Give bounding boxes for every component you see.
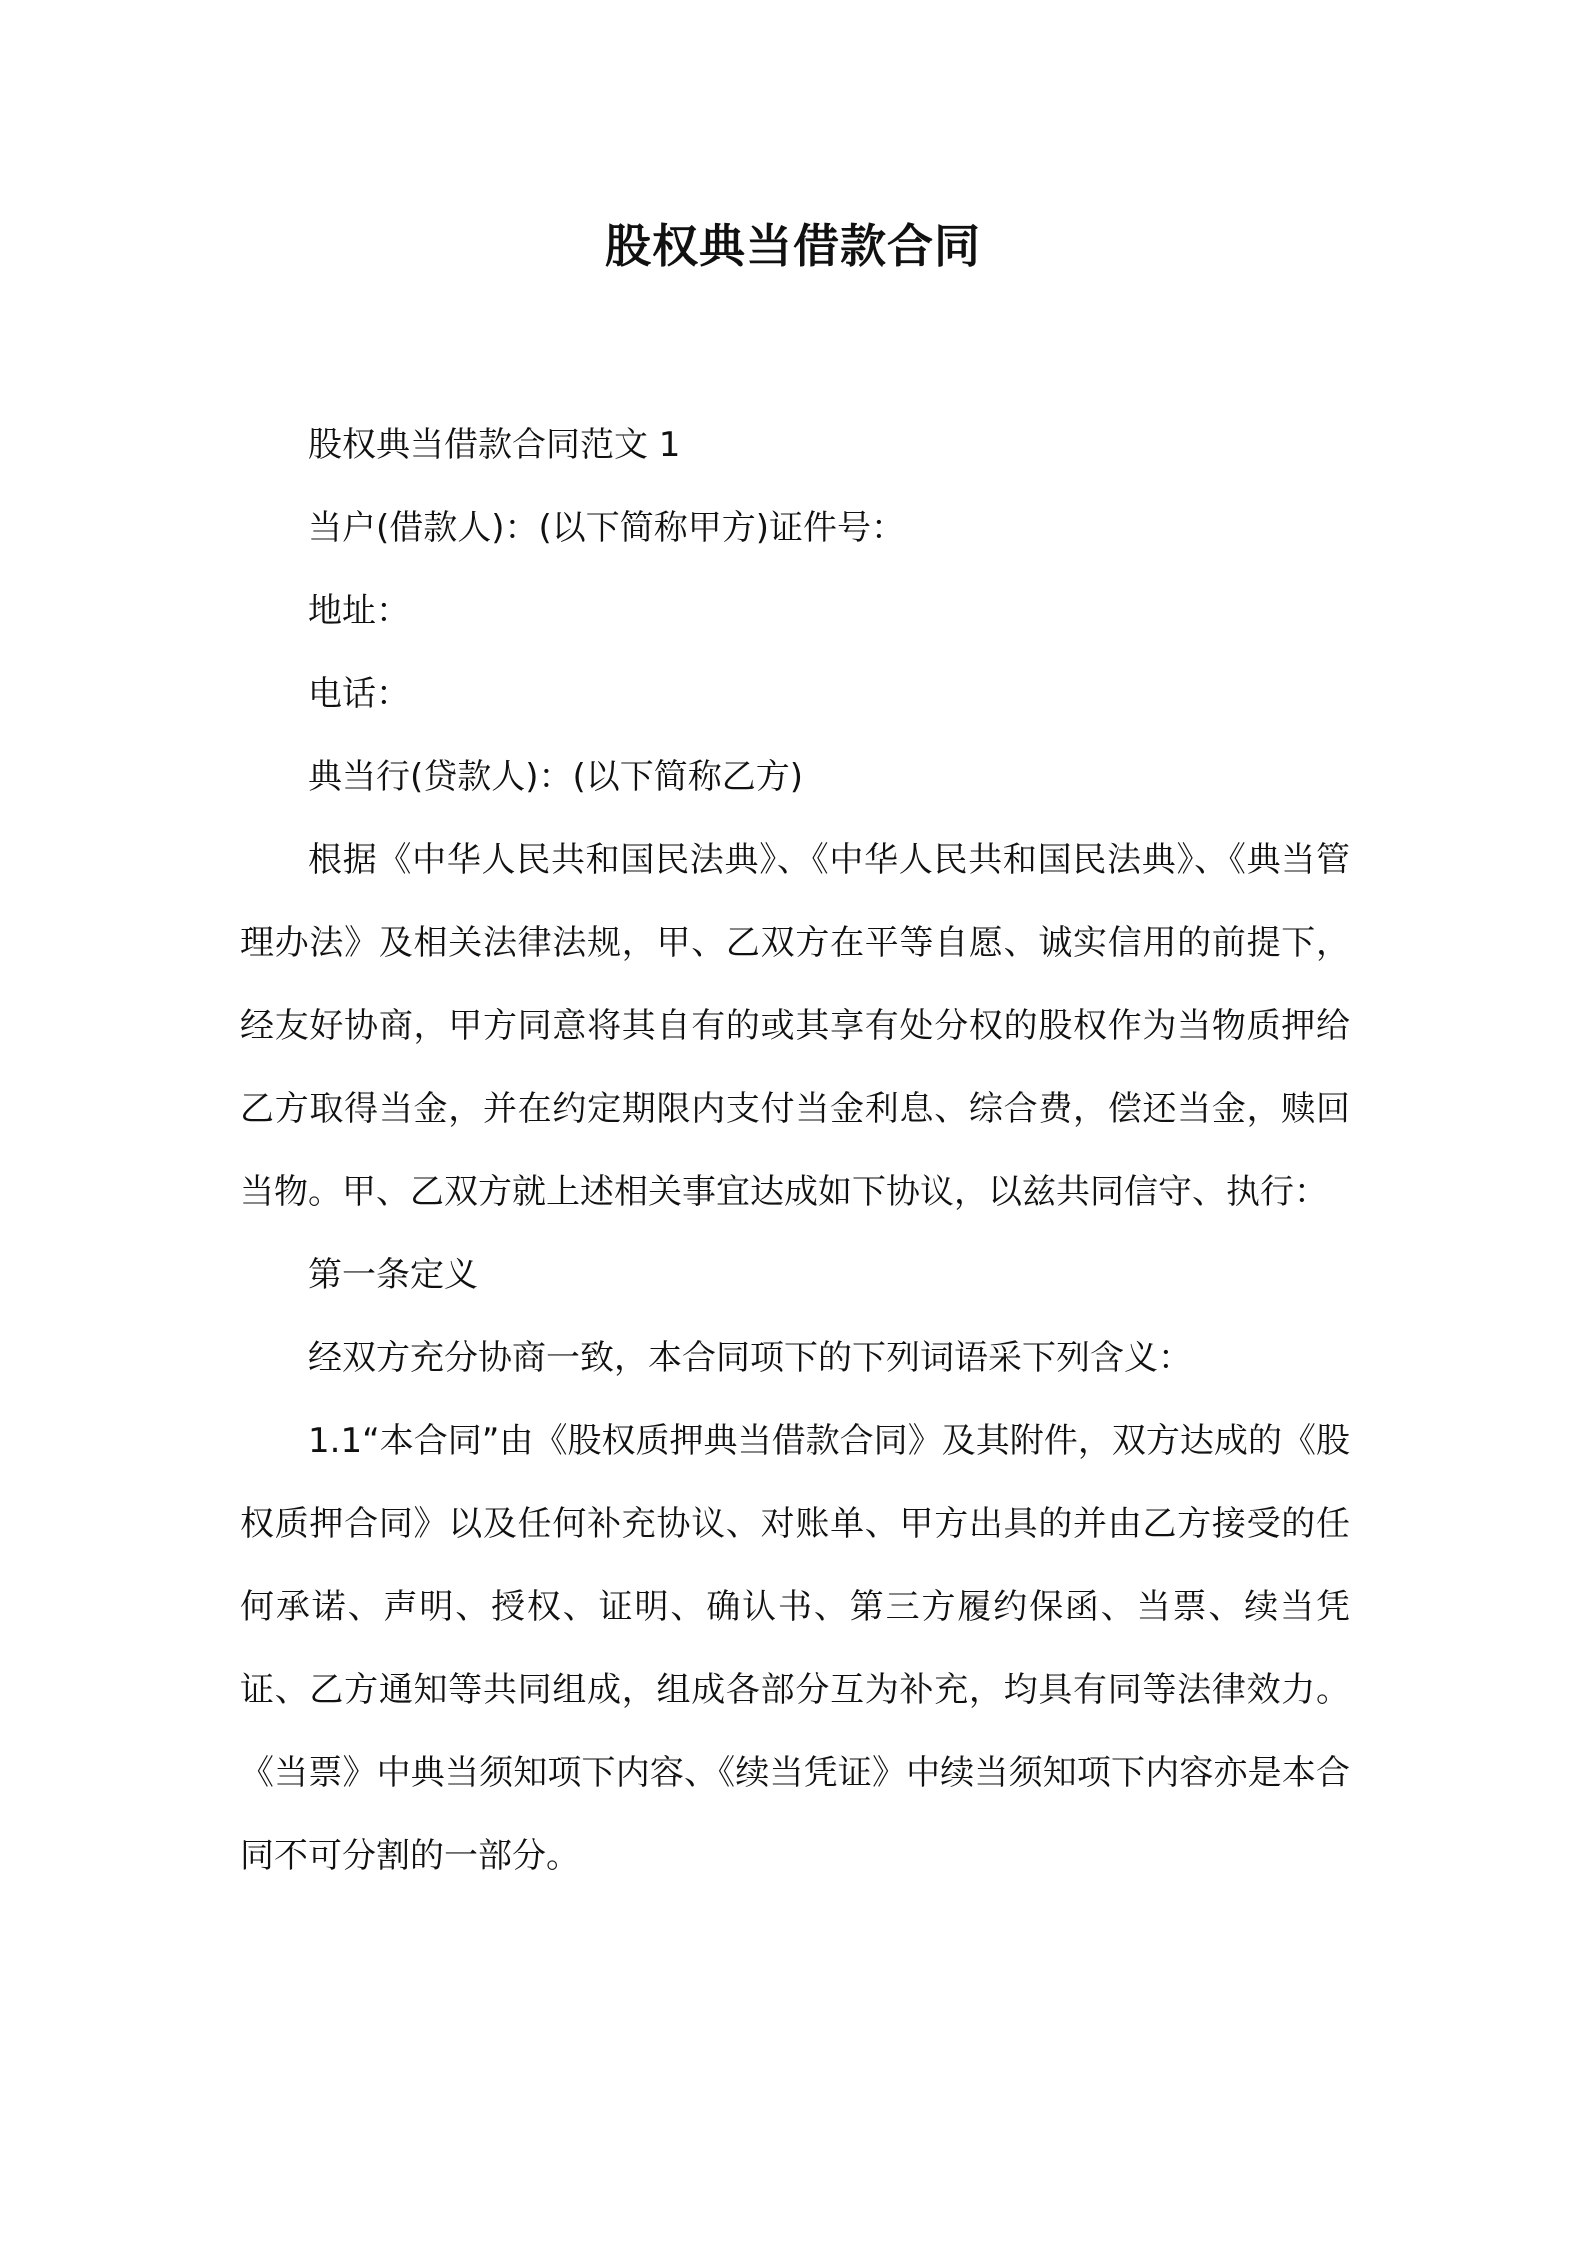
document-title: 股权典当借款合同 [605, 219, 981, 273]
paragraph-borrower: 当户(借款人)：(以下简称甲方)证件号： [308, 508, 906, 548]
paragraph-lender: 典当行(贷款人)：(以下简称乙方) [308, 757, 804, 797]
paragraph-phone: 电话： [308, 674, 410, 714]
paragraph-heading-sample: 股权典当借款合同范文 1 [308, 425, 681, 465]
paragraph-clause-1-1: 1.1“本合同”由《股权质押典当借款合同》及其附件，双方达成的《股权质押合同》以及任何补充协议、对账单、甲方出具的并由乙方接受的任何承诺、声明、授权、证明、确认书、第三方履约保函、当票、续当凭证、乙方通知等共同组成，组成各部分互为补充，均具有同等法律效力。《当票》中典当须知项下内容、《续当凭证》中续当须知项下内容亦是本合同不可分割的一部分。 [240, 1421, 1350, 1876]
paragraph-definitions-intro: 经双方充分协商一致，本合同项下的下列词语采下列含义： [308, 1338, 1192, 1378]
paragraph-address: 地址： [308, 591, 410, 631]
paragraph-preamble: 根据《中华人民共和国民法典》、《中华人民共和国民法典》、《典当管理办法》及相关法律法规，甲、乙双方在平等自愿、诚实信用的前提下，经友好协商，甲方同意将其自有的或其享有处分权的股权作为当物质押给乙方取得当金，并在约定期限内支付当金利息、综合费，偿还当金，赎回当物。甲、乙双方就上述相关事宜达成如下协议，以兹共同信守、执行： [240, 840, 1350, 1212]
document-body [240, 404, 1350, 1898]
paragraph-article-1-heading: 第一条定义 [308, 1255, 478, 1295]
